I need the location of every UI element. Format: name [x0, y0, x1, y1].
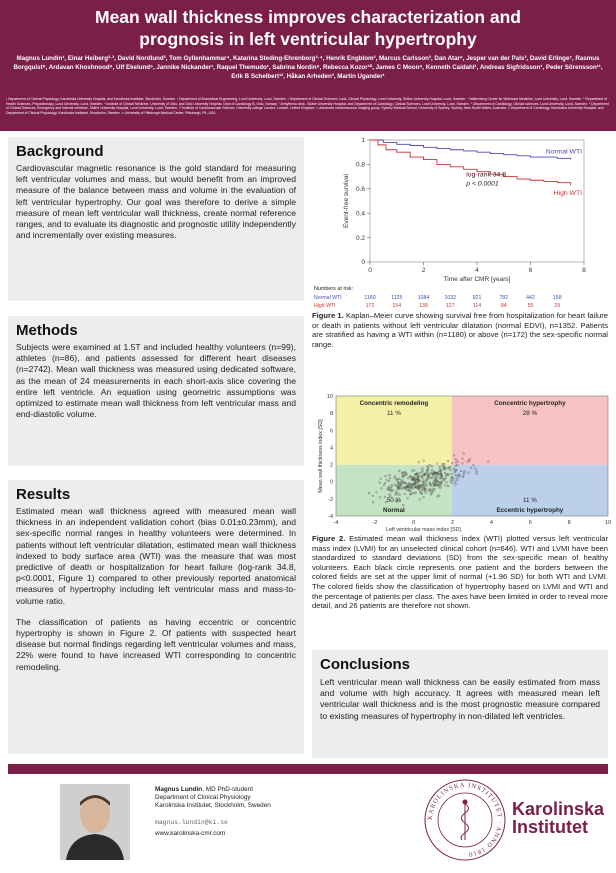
quadrant-label: Concentric hypertrophy [494, 400, 566, 407]
affiliations: ¹ Department of Clinical Physiology, Karolinska University Hospital, and Karolinska Institutet, Stockholm, Sweden. ² Department of Biomedical Engineering, Lund University, Lund, Sweden. ³ Department of Clinical Sciences Lund, Clinical Physiology, Lund University, Skåne University Hospital, Lund, Sweden. ⁴ Wallenberg Center for Molecular Medicine, Lund University, Lund, Sweden. ⁵ Department of Health Sciences, Physiotherapy, Lund University, Lund, Sweden. ⁶ Institute of Clinical Medicine, University of Oslo, and Oslo University Hospital, Dept of Cardiology B, Oslo, Norway. ⁷ Arrhythmia clinic, Skåne University Hospital, and Department of Cardiology, Clinical Sciences, Lund University, Lund, Sweden. ⁸ Department of Cardiology, Clinical sciences, Lund University, Lund, Sweden. ⁹ Department of Clinical Sciences, Emergency and Internal medicine, Skåne University Hospital, Lund University, Lund, Sweden. ¹⁰ Institute of Cardiovascular Science, University college London, London, United Kingdom. ¹¹ Advanced cardiovascular imaging group, Sydney Medical School, University of Sydney, Sydney, New South Wales, Australia. ¹² Department of Cardiology, Karolinska University Hospital, and Department of Clinical Physiology, Karolinska Institutet, Stockholm, Sweden. ¹³ University of Pittsburgh Medical Center, Pittsburgh, PA, USA. [6, 97, 609, 115]
scatter-y-tick-label: 0 [329, 479, 333, 486]
quadrant-percent: 11 % [386, 410, 401, 417]
km-risk-value: 114 [472, 303, 482, 309]
scatter-x-tick-label: 8 [567, 520, 571, 526]
snake-staff-icon [461, 800, 469, 840]
km-p-annotation: p < 0.0001 [466, 180, 499, 188]
scatter-x-tick-label: 6 [528, 520, 532, 526]
scatter-y-tick-label: -4 [328, 514, 333, 520]
km-risk-value: 1125 [391, 295, 403, 301]
km-risk-table-label: Numbers at risk: [314, 286, 354, 292]
scatter-x-tick-label: 2 [451, 520, 455, 526]
km-risk-value: 1180 [364, 295, 376, 301]
methods-heading: Methods [16, 322, 78, 339]
km-y-tick-label: 0.4 [355, 210, 365, 218]
karolinska-seal-logo [422, 776, 508, 864]
km-risk-row-label: Normal WTI [314, 295, 342, 301]
quadrant-percent: 50 % [386, 497, 402, 504]
poster-header [0, 0, 616, 131]
results-heading: Results [16, 486, 71, 503]
scatter-x-axis-label: Left ventricular mass index [SD] [386, 527, 461, 533]
contact-name: Magnus Lundin [155, 786, 203, 793]
background-section [8, 137, 304, 301]
contact-website[interactable]: www.karolinska-cmr.com [155, 830, 226, 837]
methods-text: Subjects were examined at 1.5T and included healthy volunteers (n=99), athletes (n=86), and patients assessed for different heart diseases (n=2742). Mean wall thickness was measured using dedicated software, as the mean of 24 measurements in each short-axis slice covering the entire left ventricle. An equation using geometric assumptions was optimized to estimate mean wall thickness from left ventricular mass and end-diastolic volume. [16, 342, 296, 420]
scatter-x-tick-label: -4 [333, 520, 339, 526]
contact-email[interactable]: magnus.lundin@ki.se [155, 819, 228, 826]
quadrant-percent: 28 % [522, 410, 538, 417]
km-x-tick-label: 4 [475, 267, 479, 274]
km-x-tick-label: 0 [368, 267, 372, 274]
km-y-tick-label: 0.8 [355, 161, 365, 169]
figure-1-caption-text: Kaplan–Meier curve showing survival free from hospitalization for heart failure or death in patients without left ventricular dilatation (normal EDVI), n=1352. Patients are stratified as having a WTI within (n=1180) or above (n=172) the sex-specific normal range. [312, 311, 609, 349]
km-risk-value: 442 [526, 295, 535, 301]
title-line-1: Mean wall thickness improves characterization and [95, 7, 521, 27]
author-list: Magnus Lundin¹, Einar Heiberg²·³, David Nordlund³, Tom Gyllenhammar⁴, Katarina Steding-Ehrenborg³·⁴, Henrik Engblom³, Marcus Carlsson³, Dan Atar⁶, Jesper van der Pals³, David Erlinge⁷, Rasmus Borgquist⁸, Ardavan Khoshnood⁹, Ulf Ekelund⁹, Jannike Nickander¹, Raquel Themudo¹, Sabrina Nordin⁹, Rebecca Kozor¹⁰, James C Moon⁹, Kenneth Caidahl¹, Andreas Sigfridsson¹, Peder Sörensson¹¹, Erik B Schelbert¹², Håkan Arheden³, Martin Ugander¹ [13, 55, 603, 80]
quadrant-label: Concentric remodeling [359, 400, 429, 407]
scatter-y-tick-label: -2 [328, 496, 333, 503]
km-risk-value: 154 [392, 303, 402, 309]
scatter-x-tick-label: 4 [489, 520, 493, 526]
km-series-line [370, 140, 571, 160]
km-y-tick-label: 0 [361, 259, 365, 267]
footer-divider [8, 764, 608, 774]
contact-institution: Karolinska Institutet, Stockholm, Sweden [155, 802, 271, 809]
figure-2-caption [312, 534, 608, 611]
background-text: Cardiovascular magnetic resonance is the gold standard for measuring left ventricular volumes and mass, but would benefit from an improved measure of the balance between mass and volume in the evaluation of left ventricular hypertrophy. Our goal was therefore to derive a simple measure of mean left ventricular wall thickness, create normal reference ranges, and to evaluate its diagnostic and prognostic utility independently and incrementally over existing measures. [16, 163, 296, 241]
results-paragraph-1: Estimated mean wall thickness agreed with measured mean wall thickness in an independent validation cohort (bias 0.01±0.23mm), and sex-specific normal ranges in healthy volunteers were determined. In patients without left ventricular dilatation, estimated mean wall thickness indexed to body surface area (WTI) was the measure that was most predictive of death or hospitalization for heart failure (log-rank 34.8, p<0.0001, Figure 1) compared to other previously reported anatomical measures of hypertrophy including left ventricular mass and mass-to-volume ratio. [16, 506, 296, 606]
scatter-y-tick-label: 8 [329, 411, 333, 418]
figure-2-label: Figure 2. [312, 534, 346, 543]
km-y-tick-label: 1 [361, 137, 365, 145]
wordmark-line-2: Institutet [512, 817, 588, 837]
wti-lvmi-scatter-chart [312, 392, 612, 534]
scatter-x-tick-label: 0 [412, 520, 416, 526]
contact-department: Department of Clinical Physiology [155, 794, 251, 801]
km-risk-value: 29 [554, 303, 561, 309]
background-heading: Background [16, 143, 104, 160]
km-series-label: High WTI [553, 190, 582, 198]
results-section [8, 480, 304, 754]
author-photo [60, 784, 130, 860]
results-paragraph-2: The classification of patients as having eccentric or concentric hypertrophy is shown in Figure 2. Of patients with suspected heart disease but normal findings regarding left ventricular volumes and mass, 22% were found to have increased WTI corresponding to concentric remodeling. [16, 616, 296, 672]
seal-text: KAROLINSKA INSTITUTET · ANNO 1810 [426, 781, 504, 858]
karolinska-wordmark [512, 800, 604, 836]
figure-1-label: Figure 1. [312, 311, 344, 320]
figure-1-caption [312, 311, 608, 349]
km-risk-value: 158 [552, 295, 562, 301]
scatter-y-tick-label: 6 [329, 428, 333, 435]
conclusions-section [312, 650, 608, 758]
km-risk-value: 55 [527, 303, 534, 309]
km-x-tick-label: 2 [421, 267, 426, 274]
quadrant-label: Normal [383, 507, 405, 514]
km-risk-row-label: High WTI [314, 303, 336, 309]
km-y-axis-label: Event-free survival [343, 174, 350, 228]
scatter-y-axis-label: Mean wall thickness index [SD] [318, 419, 324, 493]
km-x-tick-label: 8 [582, 267, 586, 274]
figure-2-caption-text: Estimated mean wall thickness index (WTI) plotted versus left ventricular mass index (LVMI) for an unselected clinical cohort (n=646). WTI and LVMI have been standardized to standard deviations (SD) from the sex-specific mean of healthy volunteers. Each black circle represents one patient and the borders between the colored fields are set at the upper limit of normal (+1.96 SD) for both WTI and LVMI. The colored fields show the classification of hypertrophy based on LVMI and WTI and the percentage of patients per class. The axes have been limited in order to reveal more detail, and 26 patients are therefore not shown. [312, 534, 608, 611]
km-risk-value: 127 [445, 303, 455, 309]
poster-title [20, 6, 596, 50]
km-x-axis-label: Time after CMR [years] [443, 276, 511, 283]
km-y-tick-label: 0.6 [355, 186, 365, 193]
scatter-x-tick-label: -2 [372, 520, 378, 526]
km-risk-value: 172 [365, 303, 375, 309]
kaplan-meier-chart [312, 134, 612, 314]
quadrant-label: Eccentric hypertrophy [496, 507, 564, 514]
km-risk-value: 84 [500, 303, 507, 309]
km-series-label: Normal WTI [545, 148, 582, 156]
scatter-x-tick-label: 10 [604, 520, 612, 526]
scatter-y-tick-label: 2 [329, 462, 333, 469]
scatter-y-tick-label: 10 [326, 394, 333, 400]
wordmark-line-1: Karolinska [512, 799, 605, 819]
quadrant-percent: 11 % [522, 497, 537, 504]
km-y-tick-label: 0.2 [355, 234, 365, 242]
km-risk-value: 1084 [417, 295, 430, 301]
conclusions-text: Left ventricular mean wall thickness can be easily estimated from mass and volume with high accuracy. It agrees with measured mean left ventricular wall thickness and is the most prognostic measure compared to existing measures of hypertrophy in non-dilated left ventricles. [320, 677, 600, 721]
contact-info [155, 786, 271, 838]
scatter-y-tick-label: 4 [329, 445, 333, 452]
conclusions-heading: Conclusions [320, 656, 411, 673]
km-logrank-annotation: log-rank 34.8 [466, 171, 506, 179]
title-line-2: prognosis in left ventricular hypertrophy [139, 29, 477, 49]
km-risk-value: 138 [419, 303, 428, 309]
km-risk-value: 782 [499, 295, 509, 301]
methods-section [8, 316, 304, 466]
km-plot-frame [370, 140, 584, 262]
km-risk-value: 921 [472, 295, 482, 301]
contact-degree: , MD PhD-student [202, 786, 254, 793]
km-risk-value: 1032 [444, 295, 457, 301]
km-x-tick-label: 6 [528, 267, 533, 274]
